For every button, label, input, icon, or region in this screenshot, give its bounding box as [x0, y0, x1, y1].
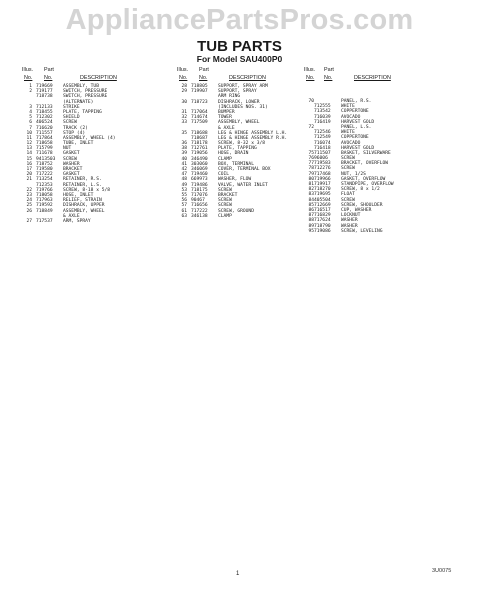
illus-number: 49 — [181, 182, 187, 188]
part-description: SCREW, 8-32 x 3/8 — [218, 141, 266, 147]
illus-number: 76 — [308, 156, 314, 162]
part-description: COPPERTONE — [341, 135, 369, 141]
illus-number: 82 — [308, 187, 314, 193]
illus-number: 89 — [308, 223, 314, 229]
illus-number: 39 — [181, 151, 187, 157]
part-number: 712133 — [36, 104, 53, 110]
illus-number: 12 — [26, 141, 32, 147]
illus-number: 30 — [181, 99, 187, 105]
column-header — [22, 64, 172, 84]
parts-column-1 — [22, 64, 172, 224]
part-number: 715799 — [36, 146, 53, 152]
illus-number: 86 — [308, 207, 314, 213]
part-number: 716418 — [314, 145, 331, 151]
part-description: SCREW — [341, 166, 355, 172]
part-description: SWITCH, PRESSURE — [63, 94, 108, 100]
column-header — [304, 64, 464, 84]
part-description: SWITCH, PRESSURE — [63, 89, 108, 95]
part-number: 9413503 — [36, 156, 56, 162]
illus-number: 2 — [29, 89, 32, 95]
part-description: HOSE, DRAIN — [218, 151, 249, 157]
part-number: 713542 — [314, 109, 331, 115]
part-description: NUT, 1/2S — [341, 171, 366, 177]
part-description: SCREW — [341, 197, 355, 203]
part-number: 719583 — [314, 161, 331, 167]
part-number: 718688 — [191, 130, 208, 136]
illus-number: 95 — [308, 228, 314, 234]
part-number: 718175 — [191, 187, 208, 193]
part-description: TRACK (2) — [63, 125, 88, 131]
part-description: STOP (4) — [63, 130, 86, 136]
part-description: RETAINER, L.S. — [63, 182, 102, 188]
part-number: 719966 — [314, 176, 331, 182]
part-number: 718270 — [314, 187, 331, 193]
header-part: Part — [324, 67, 334, 73]
illus-number: 25 — [26, 203, 32, 209]
part-description: WHITE — [341, 130, 355, 136]
parts-column-2 — [177, 64, 317, 219]
illus-number: 56 — [181, 198, 187, 204]
part-description: LOCKNUT — [341, 213, 361, 219]
part-description: BRACKET — [218, 192, 238, 198]
part-description: BRACKET — [63, 167, 83, 172]
part-description: SCREW, GROUND — [218, 208, 254, 214]
part-number: 718723 — [191, 99, 208, 105]
part-number: 712302 — [36, 115, 53, 121]
part-number: 719486 — [191, 182, 208, 188]
part-description: SCREW — [218, 203, 232, 209]
part-number: 712549 — [314, 135, 331, 141]
part-description: AVOCADO — [341, 114, 361, 120]
part-description: COVER, TERMINAL BOX — [218, 167, 271, 172]
illus-number: 57 — [181, 203, 187, 209]
part-number: 717064 — [191, 109, 208, 115]
part-description: TUBE, INLET — [63, 141, 94, 147]
part-description: PANEL, R.S. — [341, 99, 372, 104]
part-description: BASKET, SILVERWARE — [341, 150, 391, 156]
part-description: SCREW, 8-18 x 5/8 — [63, 187, 111, 193]
illus-number: 24 — [26, 198, 32, 204]
part-description: RELIEF, STRAIN — [63, 198, 102, 204]
part-description: (INCLUDES NOS. 31) — [218, 104, 268, 110]
footer-code: 3U0075 — [432, 568, 452, 574]
part-number: 718178 — [191, 141, 208, 147]
part-number: 718738 — [36, 94, 53, 100]
illus-number: 1 — [29, 84, 32, 89]
illus-number: 61 — [181, 208, 187, 214]
illus-number: 23 — [26, 192, 32, 198]
part-description: (ALTERNATE) — [63, 99, 94, 105]
illus-number: 21 — [26, 177, 32, 183]
header-description: DESCRIPTION — [354, 75, 391, 81]
illus-number: 36 — [181, 141, 187, 147]
part-description: NUT — [63, 146, 72, 152]
part-description: SCREW, 8 x 1/2 — [341, 187, 380, 193]
illus-number: 33 — [181, 120, 187, 126]
part-number: 717222 — [191, 208, 208, 214]
part-description: ARM, SPRAY — [63, 218, 91, 224]
page-title: TUB PARTS — [197, 38, 282, 55]
header-part-no: No. — [199, 75, 208, 81]
part-number: 712353 — [36, 182, 53, 188]
illus-number: 79 — [308, 171, 314, 177]
part-number: 718790 — [314, 223, 331, 229]
part-description: HARVEST GOLD — [341, 119, 375, 125]
parts-rows — [22, 84, 172, 224]
part-number: 718455 — [36, 109, 53, 115]
header-illus: Illus. — [177, 67, 189, 73]
part-description: WASHER — [63, 161, 80, 167]
part-description: ASSEMBLY, WHEEL — [218, 120, 260, 126]
part-number: 717864 — [36, 135, 53, 141]
illus-number: 88 — [308, 218, 314, 224]
part-description: SHIELD — [63, 115, 80, 121]
part-number: 716419 — [314, 119, 331, 125]
illus-number: 29 — [181, 89, 187, 95]
part-number: 719460 — [191, 172, 208, 178]
part-number: 719907 — [191, 89, 208, 95]
part-number: 717509 — [191, 120, 208, 126]
column-header — [177, 64, 317, 84]
part-number: 346490 — [191, 156, 208, 162]
parts-rows — [304, 99, 464, 234]
illus-number: 4 — [29, 109, 32, 115]
illus-number: 5 — [29, 115, 32, 121]
part-number: 712555 — [314, 104, 331, 110]
part-description: WASHER, FLOW — [218, 177, 252, 183]
part-description: GASKET — [63, 151, 80, 157]
header-illus: Illus. — [22, 67, 34, 73]
part-number: 716620 — [36, 125, 53, 131]
illus-number: 85 — [308, 202, 314, 208]
illus-number: 17 — [26, 167, 32, 172]
illus-number: 81 — [308, 182, 314, 187]
header-illus-no: No. — [179, 75, 188, 81]
part-number: 406524 — [36, 120, 53, 126]
part-number: 718687 — [191, 135, 208, 141]
illus-number: 72 — [308, 124, 314, 130]
part-number: 719177 — [36, 89, 53, 95]
illus-number: 31 — [181, 109, 187, 115]
header-illus-no: No. — [306, 75, 315, 81]
part-number: 405504 — [314, 197, 331, 203]
illus-number: 13 — [26, 146, 32, 152]
parts-rows — [177, 84, 317, 219]
part-description: LEG & HINGE ASSEMBLY L.H. — [218, 130, 288, 136]
table-row — [304, 229, 464, 234]
illus-number: 77 — [308, 161, 314, 167]
part-number: 712669 — [314, 202, 331, 208]
model-subtitle: For Model SAU400P0 — [196, 54, 283, 64]
part-description: BUMPER — [218, 109, 235, 115]
part-description: GASKET — [63, 172, 80, 178]
illus-number: 38 — [181, 146, 187, 152]
part-number: 96006 — [314, 156, 328, 162]
header-illus-no: No. — [24, 75, 33, 81]
part-description: CUP, WASHER — [341, 207, 372, 213]
watermark: AppliancePartsPros.com — [65, 4, 414, 36]
part-number: 716039 — [314, 114, 331, 120]
illus-number: 63 — [181, 213, 187, 219]
header-description: DESCRIPTION — [229, 75, 266, 81]
part-description: STANDPIPE, OVERFLOW — [341, 182, 394, 187]
part-number: 716656 — [191, 203, 208, 209]
illus-number: 6 — [29, 120, 32, 126]
part-number: 718805 — [191, 84, 208, 89]
table-row — [177, 214, 317, 219]
part-number: 718752 — [36, 161, 53, 167]
part-number: 717222 — [36, 172, 53, 178]
part-number: 712276 — [314, 166, 331, 172]
illus-number: 84 — [308, 197, 314, 203]
part-number: 717537 — [36, 218, 53, 224]
part-description: PLATE, TAPPING — [63, 109, 102, 115]
illus-number: 55 — [181, 192, 187, 198]
part-number: 717468 — [314, 171, 331, 177]
part-description: & AXLE — [63, 213, 80, 219]
part-number: 712761 — [191, 146, 208, 152]
part-description: WASHER — [341, 218, 358, 224]
header-part-no: No. — [324, 75, 333, 81]
part-description: HARVEST GOLD — [341, 145, 375, 151]
part-number: 718058 — [36, 192, 53, 198]
part-description: VALVE, WATER INLET — [218, 182, 268, 188]
parts-column-3 — [304, 64, 464, 234]
part-description: WHITE — [341, 104, 355, 110]
part-description: STRIKE — [63, 104, 80, 110]
illus-number: 27 — [26, 218, 32, 224]
part-description: SCREW — [218, 187, 232, 193]
part-number: 717076 — [191, 192, 208, 198]
part-description: CLAMP — [218, 156, 232, 162]
part-description: RETAINER, R.S. — [63, 177, 102, 183]
header-illus: Illus. — [304, 67, 316, 73]
illus-number: 22 — [26, 187, 32, 193]
illus-number: 83 — [308, 192, 314, 198]
part-number: 711678 — [36, 151, 53, 157]
page-number: 1 — [236, 571, 240, 577]
part-number: 714674 — [191, 115, 208, 121]
illus-number: 20 — [26, 172, 32, 178]
part-description: DISHRACK, UPPER — [63, 203, 105, 209]
part-description: SUPPORT, SPRAY ARM — [218, 84, 268, 89]
illus-number: 78 — [308, 166, 314, 172]
part-description: SCREW — [218, 198, 232, 204]
illus-number: 40 — [181, 156, 187, 162]
part-description: SUPPORT, SPRAY — [218, 89, 257, 95]
illus-number: 16 — [26, 161, 32, 167]
part-description: HOSE, INLET — [63, 192, 94, 198]
header-description: DESCRIPTION — [80, 75, 117, 81]
part-number: 669973 — [191, 177, 208, 183]
illus-number: 75 — [308, 150, 314, 156]
part-description: SCREW — [63, 120, 77, 126]
part-number: 719695 — [314, 192, 331, 198]
illus-number: 53 — [181, 187, 187, 193]
header-part-no: No. — [44, 75, 53, 81]
part-number: 717963 — [36, 198, 53, 204]
part-number: 719669 — [36, 84, 53, 89]
part-number: 718849 — [36, 208, 53, 214]
illus-number: 14 — [26, 151, 32, 157]
illus-number: 87 — [308, 213, 314, 219]
part-description: & AXLE — [218, 125, 235, 131]
illus-number: 10 — [26, 130, 32, 136]
illus-number: 11 — [26, 135, 32, 141]
part-description: LEG & HINGE ASSEMBLY R.H. — [218, 135, 288, 141]
part-number: 719766 — [36, 187, 53, 193]
part-description: ARM RING — [218, 94, 241, 100]
table-row — [22, 219, 172, 224]
part-number: 719592 — [36, 203, 53, 209]
part-number: 718658 — [36, 141, 53, 147]
part-number: 719056 — [191, 151, 208, 157]
part-description: GASKET, OVERFLOW — [341, 176, 386, 182]
part-description: SCREW — [341, 156, 355, 162]
part-description: FLOAT — [341, 192, 355, 198]
illus-number: 47 — [181, 172, 187, 178]
illus-number: 15 — [26, 156, 32, 162]
illus-number: 28 — [181, 84, 187, 89]
illus-number: 35 — [181, 130, 187, 136]
part-number: 90467 — [191, 198, 205, 204]
part-description: CLAMP — [218, 213, 232, 219]
illus-number: 70 — [308, 99, 314, 104]
part-description: BOX, TERMINAL — [218, 161, 254, 167]
part-number: 719917 — [314, 182, 331, 187]
part-number: 712546 — [314, 130, 331, 136]
part-description: ASSEMBLY, WHEEL (4) — [63, 135, 116, 141]
part-number: 346138 — [191, 213, 208, 219]
part-description: BRACKET, OVERFLOW — [341, 161, 389, 167]
part-description: SCREW, SHOULDER — [341, 202, 383, 208]
part-description: WASHER — [341, 223, 358, 229]
part-number: 719086 — [314, 228, 331, 234]
header-part: Part — [199, 67, 209, 73]
part-number: 303060 — [191, 161, 208, 167]
illus-number: 32 — [181, 115, 187, 121]
illus-number: 42 — [181, 167, 187, 172]
part-description: COPPERTONE — [341, 109, 369, 115]
part-description: COIL — [218, 172, 230, 178]
part-number: 711507 — [314, 150, 331, 156]
illus-number: 3 — [29, 104, 32, 110]
illus-number: 26 — [26, 208, 32, 214]
part-description: PANEL, L.S. — [341, 124, 372, 130]
illus-number: 48 — [181, 177, 187, 183]
part-number: 346069 — [191, 167, 208, 172]
part-description: SCREW — [63, 156, 77, 162]
part-description: AVOCADO — [341, 140, 361, 146]
illus-number: 41 — [181, 161, 187, 167]
part-description: SCREW, LEVELING — [341, 228, 383, 234]
part-number: 717624 — [314, 218, 331, 224]
part-description: PLATE, TAPPING — [218, 146, 257, 152]
illus-number: 80 — [308, 176, 314, 182]
illus-number: 7 — [29, 125, 32, 131]
part-number: 716517 — [314, 207, 331, 213]
part-number: 716074 — [314, 140, 331, 146]
part-number: 716829 — [314, 213, 331, 219]
part-number: 719580 — [36, 167, 53, 172]
header-part: Part — [44, 67, 54, 73]
part-description: DISHRACK, LOWER — [218, 99, 260, 105]
part-description: ASSEMBLY, TUB — [63, 84, 99, 89]
part-number: 713254 — [36, 177, 53, 183]
part-number: 711557 — [36, 130, 53, 136]
part-description: TOWER — [218, 115, 232, 121]
part-description: ASSEMBLY, WHEEL — [63, 208, 105, 214]
